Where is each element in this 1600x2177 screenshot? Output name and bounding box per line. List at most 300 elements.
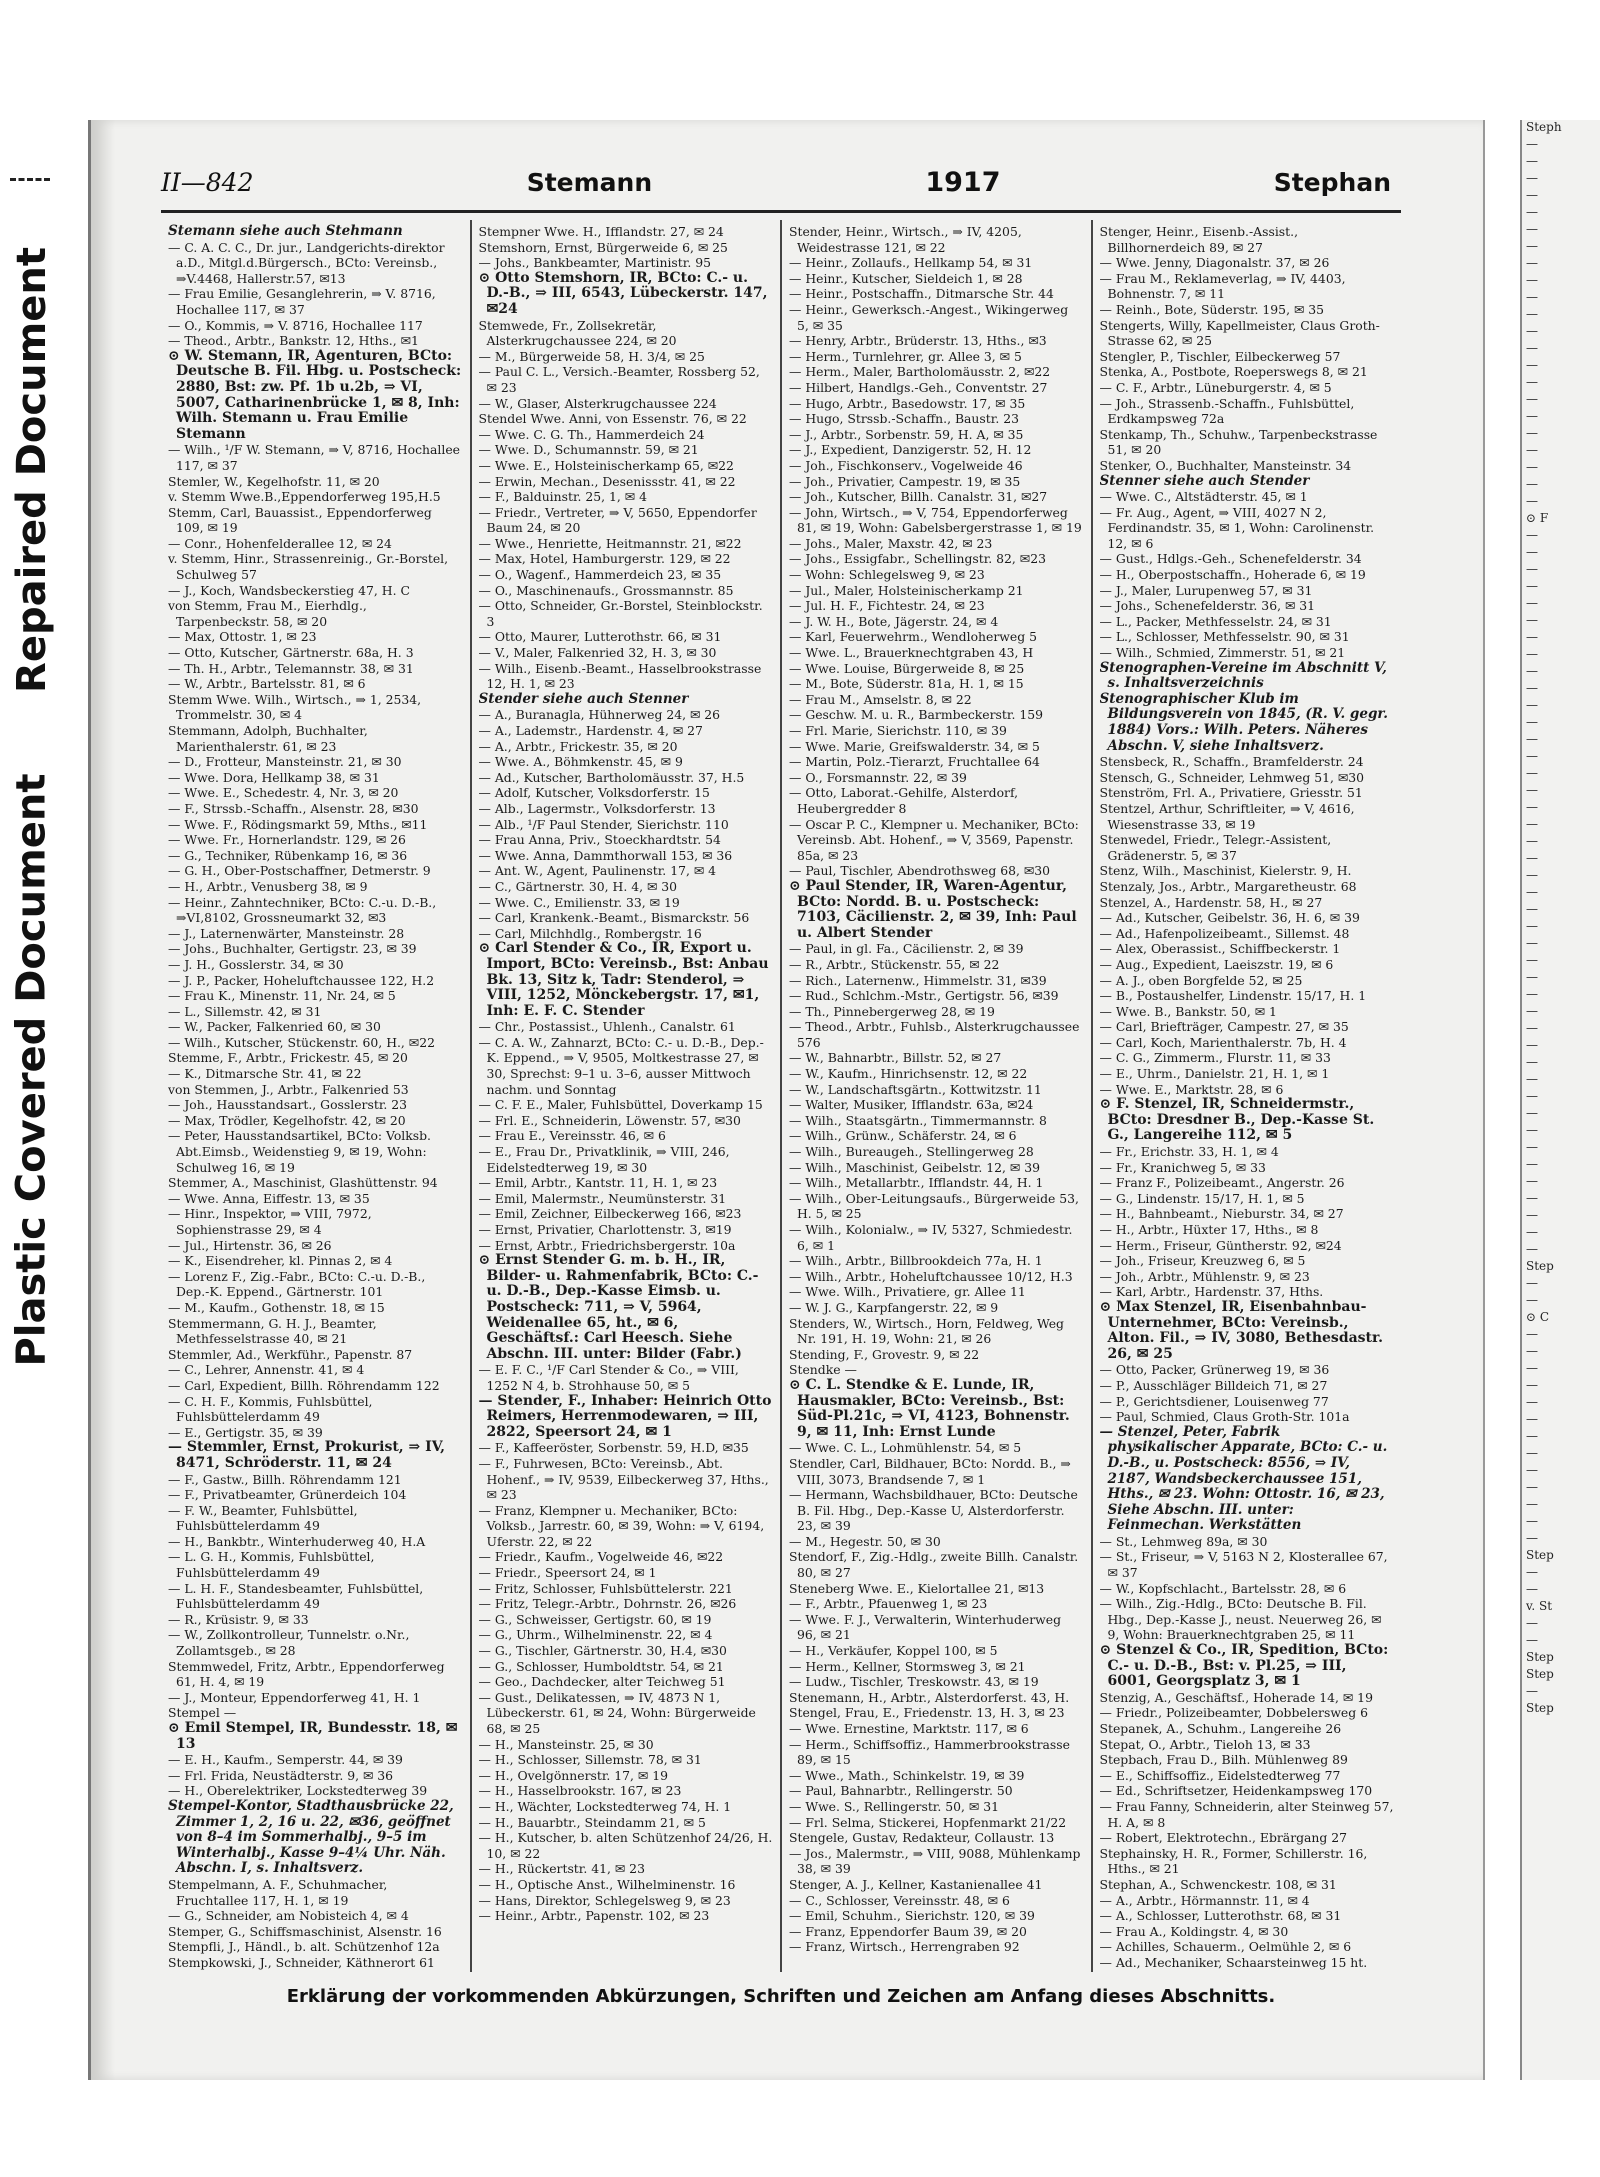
directory-entry: — Heinr., Gewerksch.-Angest., Wikingerweg 5, ✉ 35 — [789, 301, 1069, 333]
adjacent-page-line: — — [1526, 358, 1538, 372]
directory-entry: — W., Kaufm., Hinrichsenstr. 12, ✉ 22 — [789, 1066, 1028, 1082]
adjacent-page-line: — — [1526, 409, 1538, 423]
adjacent-page-line: — — [1526, 919, 1538, 933]
directory-entry: — Otto, Laborat.-Gehilfe, Alsterdorf, Heubergredder 8 — [789, 785, 1019, 816]
directory-entry: Stengel, Frau, E., Friedenstr. 13, H. 3, ✉ 23 — [789, 1705, 1065, 1721]
directory-entry: — J., Arbtr., Sorbenstr. 59, H. A, ✉ 35 — [789, 426, 1024, 442]
directory-entry: — Frl. E., Schneiderin, Löwenstr. 57, ✉30 — [478, 1112, 741, 1128]
side-dashes-decoration — [10, 178, 50, 191]
directory-entry: — Wilh., Maschinist, Geibelstr. 12, ✉ 39 — [789, 1159, 1040, 1175]
directory-entry: Stenström, Frl. A., Privatiere, Griesstr. 51 — [1099, 785, 1363, 801]
directory-entry: — W., Arbtr., Bartelsstr. 81, ✉ 6 — [168, 676, 366, 692]
directory-entry: — Fr., Kranichweg 5, ✉ 33 — [1099, 1159, 1266, 1175]
directory-entry: Stenwedel, Friedr., Telegr.-Assistent, Grädenerstr. 5, ✉ 37 — [1099, 832, 1332, 863]
directory-entry: — J. P., Packer, Hoheluftchaussee 122, H.2 — [168, 972, 435, 988]
directory-entry: — C. F. E., Maler, Fuhlsbüttel, Doverkamp 15 — [478, 1097, 763, 1113]
directory-entry: Stenner siehe auch Stender — [1099, 473, 1310, 489]
directory-entry: — Frl. Selma, Stickerei, Hopfenmarkt 21/22 — [789, 1814, 1067, 1830]
directory-entry: — Achilles, Schauerm., Oelmühle 2, ✉ 6 — [1099, 1939, 1352, 1955]
directory-entry: — Frau M., Reklameverlag, ⇒ IV, 4403, Bohnenstr. 7, ✉ 11 — [1099, 270, 1346, 302]
directory-entry: Stemmann, Adolph, Buchhalter, Marienthalerstr. 61, ✉ 23 — [168, 723, 368, 754]
directory-entry: — Wilh., Bureaugeh., Stellingerweg 28 — [789, 1144, 1034, 1160]
directory-entry: — H., Wächter, Lockstedterweg 74, H. 1 — [478, 1798, 732, 1814]
directory-entry: von Stemm, Frau M., Eierhdlg., Tarpenbeckstr. 58, ✉ 20 — [168, 598, 367, 629]
header-left-word: Stemann — [526, 167, 653, 197]
directory-entry: — Alb., Lagermstr., Volksdorferstr. 13 — [478, 800, 716, 816]
adjacent-page-line: — — [1526, 1429, 1538, 1443]
directory-entry: — Hermann, Wachsbildhauer, BCto: Deutsche B. Fil. Hbg., Dep.-Kasse U, Alsterdorferstr. 23, ✉ 39 — [789, 1487, 1078, 1534]
directory-entry: Stending, F., Grovestr. 9, ✉ 22 — [789, 1346, 980, 1362]
directory-entry: — Wwe. B., Bankstr. 50, ✉ 1 — [1099, 1003, 1277, 1019]
directory-entry: — C., Schlosser, Vereinsstr. 48, ✉ 6 — [789, 1892, 1010, 1908]
directory-entry: ⊙ C. L. Stendke & E. Lunde, IR, Hausmakler, BCto: Vereinsb., Bst: Süd-Pl.21c, ⇒ VI, 4123, Bohnenstr. 9, ✉ 11, Inh: Ernst Lunde — [789, 1377, 1070, 1440]
directory-entry: — Wilh., Metallarbtr., Ifflandstr. 44, H. 1 — [789, 1175, 1044, 1191]
directory-entry: — J. W. H., Bote, Jägerstr. 24, ✉ 4 — [789, 613, 999, 629]
adjacent-page-line: — — [1526, 1089, 1538, 1103]
directory-entry: — Wwe. C., Emilienstr. 33, ✉ 19 — [478, 894, 680, 910]
directory-entry: — H., Schlosser, Sillemstr. 78, ✉ 31 — [478, 1752, 702, 1768]
directory-entry: ⊙ Otto Stemshorn, IR, BCto: C.- u. D.-B., ⇒ III, 6543, Lübeckerstr. 147, ✉24 — [478, 270, 768, 317]
page-header — [161, 160, 1391, 204]
directory-entry: Stenders, W., Wirtsch., Horn, Feldweg, Weg Nr. 191, H. 19, Wohn: 21, ✉ 26 — [789, 1315, 1064, 1347]
directory-entry: — Stenzel, Peter, Fabrik physikalischer Apparate, BCto: C.- u. D.-B., u. Postscheck: 8556, ⇒ IV, 2187, Wandsbeckerchaussee 151, Hths., ✉ 23. Wohn: Ottostr. 16, ✉ 23, Siehe Abschn. III. unter: Feinmechan. Werkstätten — [1099, 1424, 1388, 1534]
directory-entry: — H., Kutscher, b. alten Schützenhof 24/26, H. 10, ✉ 22 — [478, 1830, 773, 1861]
directory-entry: Stensch, G., Schneider, Lehmweg 51, ✉30 — [1099, 769, 1364, 785]
directory-entry: — Wwe. Fr., Hornerlandstr. 129, ✉ 26 — [168, 832, 406, 848]
directory-entry: — L., Sillemstr. 42, ✉ 31 — [168, 1003, 322, 1019]
directory-entry: — H., Hasselbrookstr. 167, ✉ 23 — [478, 1783, 682, 1799]
adjacent-page-line: — — [1526, 698, 1538, 712]
adjacent-page-line: — — [1526, 1616, 1538, 1630]
directory-entry: — Ed., Schriftsetzer, Heidenkampsweg 170 — [1099, 1783, 1373, 1799]
directory-entry: — H., Verkäufer, Koppel 100, ✉ 5 — [789, 1643, 998, 1659]
directory-entry: — E., Schiffsoffiz., Eidelstedterweg 77 — [1099, 1767, 1341, 1783]
directory-entry: Stempkowski, J., Schneider, Käthnerort 61 — [168, 1954, 435, 1970]
adjacent-page-line: — — [1526, 681, 1538, 695]
directory-entry: — Wilh., Eisenb.-Beamt., Hasselbrookstrasse 12, H. 1, ✉ 23 — [478, 660, 762, 692]
directory-entry: Stemper, G., Schiffsmaschinist, Alsenstr. 16 — [168, 1923, 442, 1939]
directory-entry: Stenzaly, Jos., Arbtr., Margaretheustr. 68 — [1099, 878, 1357, 894]
directory-entry: — Stemmler, Ernst, Prokurist, ⇒ IV, 8471, Schröderstr. 11, ✉ 24 — [168, 1440, 445, 1471]
adjacent-page-line: — — [1526, 1157, 1538, 1171]
directory-entry: — Erwin, Mechan., Desenissstr. 41, ✉ 22 — [478, 473, 736, 489]
directory-entry: — Ad., Hafenpolizeibeamt., Sillemst. 48 — [1099, 925, 1350, 941]
directory-entry: — St., Lehmweg 89a, ✉ 30 — [1099, 1533, 1268, 1549]
adjacent-page-line: — — [1526, 392, 1538, 406]
directory-entry: — G., Schlosser, Humboldtstr. 54, ✉ 21 — [478, 1658, 724, 1674]
entry-columns — [161, 220, 1401, 1972]
adjacent-page-line: — — [1526, 205, 1538, 219]
directory-entry: Stemmer, A., Maschinist, Glashüttenstr. 94 — [168, 1175, 438, 1191]
adjacent-page-line: — — [1526, 1361, 1538, 1375]
directory-entry: Steneberg Wwe. E., Kielortallee 21, ✉13 — [789, 1580, 1045, 1596]
adjacent-page-line: — — [1526, 1378, 1538, 1392]
directory-entry: Stemm Wwe. Wilh., Wirtsch., ⇒ 1, 2534, Trommelstr. 30, ✉ 4 — [168, 691, 422, 723]
adjacent-page-line: — — [1526, 307, 1538, 321]
directory-entry: ⊙ Max Stenzel, IR, Eisenbahnbau-Unternehmer, BCto: Vereinsb., Alton. Fil., ⇒ IV, 3080, Bethesdastr. 26, ✉ 25 — [1099, 1299, 1383, 1362]
adjacent-page-line: — — [1526, 1293, 1538, 1307]
directory-entry: — Wwe. Anna, Dammthorwall 153, ✉ 36 — [478, 847, 733, 863]
directory-entry: — Emil, Arbtr., Kantstr. 11, H. 1, ✉ 23 — [478, 1175, 718, 1191]
directory-entry: — Wwe. Ernestine, Marktstr. 117, ✉ 6 — [789, 1721, 1029, 1736]
adjacent-page-line: — — [1526, 1395, 1538, 1409]
directory-entry: ⊙ Carl Stender & Co., IR, Export u. Import, BCto: Vereinsb., Bst: Anbau Bk. 13, Sitz k, Tadr: Stenderol, ⇒ VIII, 1252, Mönckebergstr. 17, ✉1, Inh: E. F. C. Stender — [478, 941, 769, 1019]
directory-entry: — Heinr., Zahntechniker, BCto: C.-u. D.-B., ⇒VI,8102, Grossneumarkt 32, ✉3 — [168, 894, 437, 926]
directory-entry: Stenka, A., Postbote, Roeperswegs 8, ✉ 21 — [1099, 364, 1368, 380]
directory-entry: — C. A. C. C., Dr. jur., Landgerichts-direktor a.D., Mitgl.d.Bürgersch., BCto: Vereinsb., ⇒V.4468, Hallerstr.57, ✉13 — [168, 239, 445, 286]
directory-entry: — Emil, Zeichner, Eilbeckerweg 166, ✉23 — [478, 1206, 742, 1222]
directory-entry: — Jos., Malermstr., ⇒ VIII, 9088, Mühlenkamp 38, ✉ 39 — [789, 1845, 1081, 1877]
directory-entry: — O., Wagenf., Hammerdeich 23, ✉ 35 — [478, 567, 722, 583]
directory-entry: — Joh., Privatier, Campestr. 19, ✉ 35 — [789, 473, 1021, 489]
adjacent-page-line: — — [1526, 885, 1538, 899]
directory-entry: — Heinr., Kutscher, Sieldeich 1, ✉ 28 — [789, 270, 1023, 286]
adjacent-page-line: — — [1526, 1565, 1538, 1579]
directory-entry: — Wwe. C. G. Th., Hammerdeich 24 — [478, 426, 705, 442]
directory-entry: — L. H. F., Standesbeamter, Fuhlsbüttel, Fuhlsbüttelerdamm 49 — [168, 1580, 424, 1612]
directory-entry: — Wwe. Jenny, Diagonalstr. 37, ✉ 26 — [1099, 255, 1330, 271]
adjacent-page-line: — — [1526, 596, 1538, 610]
adjacent-page-line: — — [1526, 256, 1538, 270]
directory-entry: — B., Postaushelfer, Lindenstr. 15/17, H. 1 — [1099, 988, 1367, 1004]
directory-entry: — Herm., Turnlehrer, gr. Allee 3, ✉ 5 — [789, 348, 1022, 364]
directory-entry: — E., Frau Dr., Privatklinik, ⇒ VIII, 246, Eidelstedterweg 19, ✉ 30 — [478, 1144, 730, 1175]
directory-entry: — D., Frotteur, Mansteinstr. 21, ✉ 30 — [168, 754, 402, 770]
directory-entry: — H., Arbtr., Venusberg 38, ✉ 9 — [168, 878, 368, 894]
directory-entry: — Frau A., Koldingstr. 4, ✉ 30 — [1099, 1923, 1289, 1939]
directory-entry: — Franz, Eppendorfer Baum 39, ✉ 20 — [789, 1923, 1027, 1939]
directory-entry: — Herm., Maler, Bartholomäusstr. 2, ✉22 — [789, 364, 1051, 380]
directory-entry: v. Stemm Wwe.B.,Eppendorferweg 195,H.5 — [168, 489, 441, 505]
directory-entry: — A., Arbtr., Hörmannstr. 11, ✉ 4 — [1099, 1892, 1310, 1908]
directory-entry: — Max, Trödler, Kegelhofstr. 42, ✉ 20 — [168, 1112, 406, 1128]
directory-entry: — G., Tischler, Gärtnerstr. 30, H.4, ✉30 — [478, 1643, 727, 1659]
directory-entry: — E. H., Kaufm., Semperstr. 44, ✉ 39 — [168, 1752, 403, 1768]
directory-entry: — Wwe. D., Schumannstr. 59, ✉ 21 — [478, 442, 699, 458]
directory-entry: — H., Bankbtr., Winterhuderweg 40, H.A — [168, 1533, 426, 1549]
adjacent-page-line: — — [1526, 783, 1538, 797]
adjacent-page-line: Step — [1526, 1259, 1554, 1273]
adjacent-page-line: — — [1526, 868, 1538, 882]
directory-entry: — W., Kopfschlacht., Bartelsstr. 28, ✉ 6 — [1099, 1580, 1347, 1596]
directory-entry: Stepanek, A., Schuhm., Langereihe 26 — [1099, 1721, 1342, 1736]
directory-entry: Stempner Wwe. H., Ifflandstr. 27, ✉ 24 — [478, 224, 724, 239]
directory-entry: — C. A. W., Zahnarzt, BCto: C.- u. D.-B., Dep.-K. Eppend., ⇒ V, 9505, Moltkestrasse 27, ✉ 30, Sprechst: 9–1 u. 3–6, ausser Mittwoch nachm. und Sonntag — [478, 1034, 764, 1097]
directory-entry: — C. G., Zimmerm., Flurstr. 11, ✉ 33 — [1099, 1050, 1331, 1066]
directory-entry: — J., Monteur, Eppendorferweg 41, H. 1 — [168, 1689, 421, 1705]
directory-entry: — A. J., oben Borgfelde 52, ✉ 25 — [1099, 972, 1303, 988]
directory-entry: — Frau K., Minenstr. 11, Nr. 24, ✉ 5 — [168, 988, 396, 1004]
directory-entry: — Heinr., Zollaufs., Hellkamp 54, ✉ 31 — [789, 255, 1033, 271]
adjacent-page-line: — — [1526, 222, 1538, 236]
directory-entry: Stemshorn, Ernst, Bürgerweide 6, ✉ 25 — [478, 239, 728, 255]
directory-entry: — Hinr., Inspektor, ⇒ VIII, 7972, Sophienstrasse 29, ✉ 4 — [168, 1206, 372, 1237]
directory-entry: Stenger, Heinr., Eisenb.-Assist., Billhornerdeich 89, ✉ 27 — [1099, 224, 1299, 255]
directory-entry: — Wilh., Arbtr., Hoheluftchaussee 10/12, H.3 — [789, 1268, 1073, 1284]
directory-entry: Stengler, P., Tischler, Eilbeckerweg 57 — [1099, 348, 1341, 364]
directory-entry: — Wilh., Staatsgärtn., Timmermannstr. 8 — [789, 1112, 1047, 1128]
directory-entry: — Paul C. L., Versich.-Beamter, Rossberg 52, ✉ 23 — [478, 364, 760, 395]
directory-entry: von Stemmen, J., Arbtr., Falkenried 53 — [168, 1081, 409, 1097]
directory-entry: — J., Koch, Wandsbeckerstieg 47, H. C — [168, 582, 410, 598]
directory-entry: — Franz, Klempner u. Mechaniker, BCto: Volksb., Jarrestr. 60, ✉ 39, Wohn: ⇒ V, 6194, Uferstr. 22, ✉ 22 — [478, 1502, 765, 1549]
directory-entry: — Wwe. Wilh., Privatiere, gr. Allee 11 — [789, 1284, 1026, 1300]
adjacent-page-line: — — [1526, 987, 1538, 1001]
directory-entry: — Wwe. C. L., Lohmühlenstr. 54, ✉ 5 — [789, 1440, 1022, 1456]
directory-entry: — Wwe. C., Altstädterstr. 45, ✉ 1 — [1099, 489, 1308, 505]
directory-entry: — J., Laternenwärter, Mansteinstr. 28 — [168, 925, 405, 941]
plastic-covered-text: Plastic Covered Document — [9, 773, 55, 1367]
directory-entry: Stenographen-Vereine im Abschnitt V, s. Inhaltsverzeichnis — [1099, 660, 1387, 692]
directory-entry: — P., Ausschläger Billdeich 71, ✉ 27 — [1099, 1377, 1328, 1393]
directory-entry: Stemler, W., Kegelhofstr. 11, ✉ 20 — [168, 473, 380, 489]
adjacent-page-line: — — [1526, 443, 1538, 457]
directory-entry: — R., Arbtr., Stückenstr. 55, ✉ 22 — [789, 956, 1000, 972]
directory-entry: — O., Forsmannstr. 22, ✉ 39 — [789, 769, 967, 785]
directory-entry: — Peter, Hausstandsartikel, BCto: Volksb. Abt.Eimsb., Weidenstieg 9, ✉ 19, Wohn: Schulweg 16, ✉ 19 — [168, 1128, 431, 1175]
directory-entry: — R., Krüsistr. 9, ✉ 33 — [168, 1611, 309, 1627]
adjacent-page-line: ⊙ F — [1526, 511, 1549, 525]
directory-entry: — Theod., Arbtr., Bankstr. 12, Hths., ✉1 — [168, 333, 419, 349]
directory-entry: — Emil, Schuhm., Sierichstr. 120, ✉ 39 — [789, 1908, 1035, 1924]
directory-entry: — Jul. H. F., Fichtestr. 24, ✉ 23 — [789, 598, 985, 614]
adjacent-page-line: — — [1526, 239, 1538, 253]
directory-entry: — Frl. Marie, Sierichstr. 110, ✉ 39 — [789, 723, 1007, 738]
directory-entry: Stenemann, H., Arbtr., Alsterdorferst. 43, H. — [789, 1689, 1070, 1705]
adjacent-page-line: — — [1526, 273, 1538, 287]
adjacent-page-line: — — [1526, 1021, 1538, 1035]
adjacent-page-line: — — [1526, 732, 1538, 746]
directory-entry: Stendler, Carl, Bildhauer, BCto: Nordd. B., ⇒ VIII, 3073, Brandsende 7, ✉ 1 — [789, 1455, 1071, 1487]
directory-entry: — Wwe., Math., Schinkelstr. 19, ✉ 39 — [789, 1767, 1025, 1783]
header-rule — [161, 210, 1401, 213]
adjacent-page-line: — — [1526, 1514, 1538, 1528]
adjacent-page-line: — — [1526, 902, 1538, 916]
repaired-document-label — [4, 195, 60, 745]
adjacent-page-line: — — [1526, 1531, 1538, 1545]
directory-entry: — Carl, Briefträger, Campestr. 27, ✉ 35 — [1099, 1019, 1349, 1035]
adjacent-page-line: — — [1526, 1344, 1538, 1358]
directory-entry: — J., Maler, Lurupenweg 57, ✉ 31 — [1099, 582, 1313, 598]
directory-entry: — Karl, Feuerwehrm., Wendloherweg 5 — [789, 629, 1037, 645]
directory-entry: — Friedr., Kaufm., Vogelweide 46, ✉22 — [478, 1549, 724, 1565]
directory-entry: — L. G. H., Kommis, Fuhlsbüttel, Fuhlsbüttelerdamm 49 — [168, 1549, 375, 1581]
directory-entry: — Carl, Koch, Marienthalerstr. 7b, H. 4 — [1099, 1034, 1347, 1050]
adjacent-page-line: — — [1526, 1038, 1538, 1052]
directory-entry: — G., Techniker, Rübenkamp 16, ✉ 36 — [168, 847, 408, 863]
adjacent-page-line: — — [1526, 1242, 1538, 1256]
directory-entry: Stemmwedel, Fritz, Arbtr., Eppendorferweg 61, H. 4, ✉ 19 — [168, 1658, 445, 1690]
page-number: II—842 — [161, 167, 254, 197]
directory-entry: Stengerts, Willy, Kapellmeister, Claus Groth-Strasse 62, ✉ 25 — [1099, 317, 1380, 349]
directory-entry: — H., Mansteinstr. 25, ✉ 30 — [478, 1736, 654, 1752]
directory-entry: ⊙ Emil Stempel, IR, Bundesstr. 18, ✉ 13 — [168, 1721, 458, 1752]
adjacent-page-line: — — [1526, 545, 1538, 559]
column-4 — [1093, 220, 1402, 1972]
directory-entry: — Th., Pinnebergerweg 28, ✉ 19 — [789, 1003, 995, 1019]
adjacent-page-line: — — [1526, 715, 1538, 729]
adjacent-page-line: — — [1526, 171, 1538, 185]
directory-entry: ⊙ Paul Stender, IR, Waren-Agentur, BCto: Nordd. B. u. Postscheck: 7103, Cäcilienstr. 2, ✉ 39, Inh: Paul u. Albert Stender — [789, 878, 1077, 941]
directory-entry: — Heinr., Arbtr., Papenstr. 102, ✉ 23 — [478, 1908, 710, 1924]
directory-entry: — Lorenz F., Zig.-Fabr., BCto: C.-u. D.-B., Dep.-K. Eppend., Gärtnerstr. 101 — [168, 1268, 426, 1300]
adjacent-page-fragment — [1520, 120, 1600, 2080]
directory-entry: Stepbach, Frau D., Bilh. Mühlenweg 89 — [1099, 1752, 1348, 1768]
directory-entry: Stephan, A., Schwenckestr. 108, ✉ 31 — [1099, 1876, 1337, 1892]
directory-entry: — Frau Anna, Priv., Stoeckhardtstr. 54 — [478, 832, 721, 848]
directory-entry: — H., Rückertstr. 41, ✉ 23 — [478, 1861, 645, 1877]
adjacent-page-line: — — [1526, 1106, 1538, 1120]
adjacent-page-line: — — [1526, 664, 1538, 678]
directory-entry: — Friedr., Speersort 24, ✉ 1 — [478, 1565, 657, 1581]
directory-entry: — E., Gertigstr. 35, ✉ 39 — [168, 1424, 323, 1440]
adjacent-page-line: — — [1526, 375, 1538, 389]
footer-note: Erklärung der vorkommenden Abkürzungen, Schriften und Zeichen am Anfang dieses Abschnitts. — [286, 1986, 1276, 2007]
directory-entry: — G., Schweisser, Gertigstr. 60, ✉ 19 — [478, 1611, 712, 1627]
directory-entry: — Johs., Bankbeamter, Martinistr. 95 — [478, 255, 711, 271]
adjacent-page-line: — — [1526, 1055, 1538, 1069]
adjacent-page-line: — — [1526, 1633, 1538, 1647]
adjacent-page-line: — — [1526, 1208, 1538, 1222]
adjacent-page-line: — — [1526, 1497, 1538, 1511]
directory-entry: Stenographischer Klub im Bildungsverein von 1845, (R. V. gegr. 1884) Vors.: Wilh. Peters. Näheres Abschn. V, siehe Inhaltsverz. — [1099, 691, 1388, 754]
directory-entry: — Herm., Friseur, Güntherstr. 92, ✉24 — [1099, 1237, 1342, 1253]
directory-entry: — Paul, in gl. Fa., Cäcilienstr. 2, ✉ 39 — [789, 941, 1024, 957]
directory-entry: — Hugo, Strssb.-Schaffn., Baustr. 23 — [789, 411, 1019, 427]
adjacent-page-line: — — [1526, 1327, 1538, 1341]
directory-entry: — F., Arbtr., Pfauenweg 1, ✉ 23 — [789, 1596, 988, 1612]
directory-entry: — C. H. F., Kommis, Fuhlsbüttel, Fuhlsbüttelerdamm 49 — [168, 1393, 373, 1425]
adjacent-page-line: — — [1526, 1174, 1538, 1188]
directory-entry: — H., Ovelgönnerstr. 17, ✉ 19 — [478, 1767, 669, 1783]
directory-entry: — Alex, Oberassist., Schiffbeckerstr. 1 — [1099, 941, 1341, 957]
directory-entry: — Johs., Schenefelderstr. 36, ✉ 31 — [1099, 598, 1316, 614]
directory-entry: — Oscar P. C., Klempner u. Mechaniker, BCto: Vereinsb. Abt. Hohenf., ⇒ V, 3569, Papenstr. 85a, ✉ 23 — [789, 816, 1079, 863]
directory-entry: — Wilh., Arbtr., Billbrookdeich 77a, H. 1 — [789, 1253, 1043, 1269]
directory-entry: — F. W., Beamter, Fuhlsbüttel, Fuhlsbüttelerdamm 49 — [168, 1502, 358, 1534]
directory-entry: — Wilh., ¹/F W. Stemann, ⇒ V, 8716, Hochallee 117, ✉ 37 — [168, 442, 461, 473]
directory-entry: — Joh., Fischkonserv., Vogelweide 46 — [789, 457, 1023, 473]
directory-entry: — Joh., Strassenb.-Schaffn., Fuhlsbüttel, Erdkampsweg 72a — [1099, 395, 1355, 427]
adjacent-page-line: — — [1526, 341, 1538, 355]
directory-entry: — Otto, Schneider, Gr.-Borstel, Steinblockstr. 3 — [478, 598, 763, 629]
directory-entry: ⊙ Stenzel & Co., IR, Spedition, BCto: C.- u. D.-B., Bst: v. Pl.25, ⇒ III, 6001, Georgsplatz 3, ✉ 1 — [1099, 1643, 1389, 1690]
directory-entry: — F., Balduinstr. 25, 1, ✉ 4 — [478, 489, 648, 505]
directory-entry: — Chr., Postassist., Uhlenh., Canalstr. 61 — [478, 1019, 736, 1035]
adjacent-page-line: Steph — [1526, 120, 1562, 134]
directory-entry: — Ad., Mechaniker, Schaarsteinweg 15 ht. — [1099, 1954, 1368, 1970]
directory-entry: — Frau Emilie, Gesanglehrerin, ⇒ V. 8716, Hochallee 117, ✉ 37 — [168, 286, 436, 317]
adjacent-page-line: v. St — [1526, 1599, 1553, 1613]
directory-entry: — Ad., Kutscher, Bartholomäusstr. 37, H.5 — [478, 769, 745, 785]
directory-entry: — Robert, Elektrotechn., Ebrärgang 27 — [1099, 1830, 1348, 1846]
directory-entry: Stenkamp, Th., Schuhw., Tarpenbeckstrasse 51, ✉ 20 — [1099, 426, 1378, 458]
adjacent-page-line: — — [1526, 800, 1538, 814]
directory-page — [88, 120, 1485, 2080]
adjacent-page-line: — — [1526, 834, 1538, 848]
directory-entry: — Wwe. A., Böhmkenstr. 45, ✉ 9 — [478, 754, 683, 770]
adjacent-page-line: Step — [1526, 1650, 1554, 1664]
directory-entry: — Johs., Buchhalter, Gertigstr. 23, ✉ 39 — [168, 941, 417, 957]
directory-entry: — Wilh., Kutscher, Stückenstr. 60, H., ✉22 — [168, 1034, 435, 1050]
directory-entry: — Wilh., Kolonialw., ⇒ IV, 5327, Schmiedestr. 6, ✉ 1 — [789, 1222, 1073, 1253]
directory-entry: Stenzel, A., Hardenstr. 58, H., ✉ 27 — [1099, 894, 1323, 910]
adjacent-page-line: — — [1526, 494, 1538, 508]
directory-entry: — Conr., Hohenfelderallee 12, ✉ 24 — [168, 535, 392, 551]
directory-entry: — Heinr., Postschaffn., Ditmarsche Str. 44 — [789, 286, 1054, 302]
directory-entry: — Friedr., Polizeibeamter, Dobbelersweg 6 — [1099, 1705, 1369, 1721]
directory-entry: — Joh., Kutscher, Billh. Canalstr. 31, ✉27 — [789, 489, 1048, 505]
directory-entry: — W., Glaser, Alsterkrugchaussee 224 — [478, 395, 717, 411]
adjacent-page-line: — — [1526, 613, 1538, 627]
directory-entry: — F., Kaffeeröster, Sorbenstr. 59, H.D, ✉35 — [478, 1440, 749, 1456]
directory-entry: — Paul, Schmied, Claus Groth-Str. 101a — [1099, 1409, 1350, 1425]
directory-entry: — Ernst, Privatier, Charlottenstr. 3, ✉19 — [478, 1222, 732, 1237]
directory-entry: — Joh., Friseur, Kreuzweg 6, ✉ 5 — [1099, 1253, 1306, 1269]
directory-entry: — Frau Fanny, Schneiderin, alter Steinweg 57, H. A, ✉ 8 — [1099, 1798, 1394, 1830]
directory-entry: — L., Schlosser, Methfesselstr. 90, ✉ 31 — [1099, 629, 1350, 645]
directory-entry: — Henry, Arbtr., Brüderstr. 13, Hths., ✉3 — [789, 333, 1047, 349]
directory-entry: — C., Lehrer, Annenstr. 41, ✉ 4 — [168, 1362, 365, 1378]
directory-entry: — Reinh., Bote, Süderstr. 195, ✉ 35 — [1099, 301, 1325, 317]
directory-entry: Stender siehe auch Stenner — [478, 691, 689, 707]
adjacent-page-line: — — [1526, 970, 1538, 984]
directory-entry: — Fr., Erichstr. 33, H. 1, ✉ 4 — [1099, 1144, 1279, 1160]
directory-entry: — Wwe. Dora, Hellkamp 38, ✉ 31 — [168, 769, 380, 785]
directory-entry: — G. H., Ober-Postschaffner, Detmerstr. 9 — [168, 863, 431, 879]
directory-entry: Stemmermann, G. H. J., Beamter, Methfesselstrasse 40, ✉ 21 — [168, 1315, 377, 1347]
directory-entry: — F., Privatbeamter, Grünerdeich 104 — [168, 1487, 407, 1503]
directory-entry — [1100, 1971, 1395, 1973]
directory-entry: — Adolf, Kutscher, Volksdorferstr. 15 — [478, 785, 710, 801]
directory-entry: — Franz, Wirtsch., Herrengraben 92 — [789, 1939, 1020, 1955]
directory-entry: Stempfli, J., Händl., b. alt. Schützenhof 12a — [168, 1939, 440, 1955]
adjacent-page-line: — — [1526, 1276, 1538, 1290]
adjacent-page-line: — — [1526, 1191, 1538, 1205]
directory-entry: — Johs., Maler, Maxstr. 42, ✉ 23 — [789, 535, 993, 551]
plastic-covered-label — [4, 773, 60, 1367]
directory-entry: — Joh., Arbtr., Mühlenstr. 9, ✉ 23 — [1099, 1268, 1310, 1284]
directory-entry: — W., Packer, Falkenried 60, ✉ 30 — [168, 1019, 381, 1035]
directory-entry: — P., Gerichtsdiener, Louisenweg 77 — [1099, 1393, 1329, 1409]
directory-entry: — Friedr., Vertreter, ⇒ V, 5650, Eppendorfer Baum 24, ✉ 20 — [478, 504, 757, 536]
directory-entry: — A., Schlosser, Lutterothstr. 68, ✉ 31 — [1099, 1908, 1342, 1924]
directory-entry: — Hilbert, Handlgs.-Geh., Conventstr. 27 — [789, 379, 1048, 395]
adjacent-page-line: — — [1526, 1463, 1538, 1477]
directory-entry: — Geschw. M. u. R., Barmbeckerstr. 159 — [789, 707, 1043, 723]
directory-entry: — Frau M., Amselstr. 8, ✉ 22 — [789, 691, 972, 707]
directory-entry: Stemmler, Ad., Werkführ., Papenstr. 87 — [168, 1346, 413, 1362]
directory-entry: — O., Maschinenaufs., Grossmannstr. 85 — [478, 582, 734, 598]
directory-entry: — H., Bauarbtr., Steindamm 21, ✉ 5 — [478, 1814, 706, 1830]
directory-entry: — H., Oberpostschaffn., Hoherade 6, ✉ 19 — [1099, 567, 1366, 583]
directory-entry: Stendel Wwe. Anni, von Essenstr. 76, ✉ 22 — [478, 411, 747, 427]
directory-entry: — M., Kaufm., Gothenstr. 18, ✉ 15 — [168, 1299, 385, 1315]
directory-entry: — Wwe. F. J., Verwalterin, Winterhuderweg 96, ✉ 21 — [789, 1611, 1062, 1643]
directory-entry: Stensbeck, R., Schaffn., Bramfelderstr. 24 — [1099, 754, 1364, 770]
directory-entry: — Ant. W., Agent, Paulinenstr. 17, ✉ 4 — [478, 863, 717, 879]
directory-entry: — W., Bahnarbtr., Billstr. 52, ✉ 27 — [789, 1050, 1002, 1066]
column-3 — [782, 220, 1093, 1972]
directory-entry: — John, Wirtsch., ⇒ V, 754, Eppendorferweg 81, ✉ 19, Wohn: Gabelsbergerstrasse 1, ✉ 19 — [789, 504, 1082, 536]
directory-entry: — Wwe. F., Rödingsmarkt 59, Mths., ✉11 — [168, 816, 428, 832]
adjacent-page-line: — — [1526, 1140, 1538, 1154]
directory-entry: Stendke — — [789, 1362, 857, 1378]
directory-entry: — Stender, F., Inhaber: Heinrich Otto Reimers, Herrenmodewaren, ⇒ III, 2822, Speersort 24, ✉ 1 — [478, 1393, 772, 1440]
directory-entry: — C., Gärtnerstr. 30, H. 4, ✉ 30 — [478, 878, 678, 894]
adjacent-page-line: — — [1526, 324, 1538, 338]
directory-entry: — W., Landschaftsgärtn., Kottwitzstr. 11 — [789, 1081, 1042, 1097]
